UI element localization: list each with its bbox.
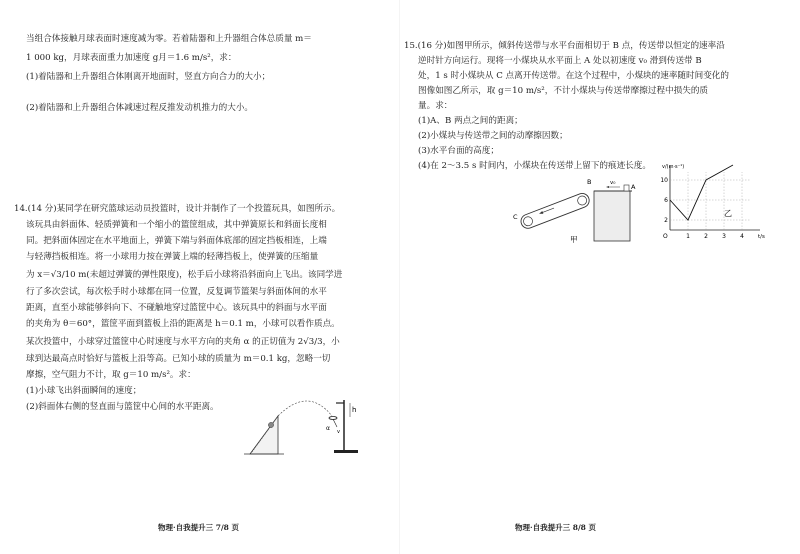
platform	[594, 191, 630, 241]
cont-q1: (1)着陆器和上升器组合体刚离开地面时，竖直方向合力的大小；	[26, 72, 271, 82]
graph-xtick-label: 1	[686, 233, 690, 240]
right-footer: 物理·自我提升三 8/8 页	[515, 523, 597, 532]
left-footer: 物理·自我提升三 7/8 页	[158, 523, 240, 532]
q14-line-1: 14.(14 分)某同学在研究篮球运动员投篮时，设计并制作了一个投篮玩具，如图所示。	[14, 204, 341, 214]
fig-yi-graph	[648, 160, 768, 250]
q15-line-1: 15.(16 分)如图甲所示，倾斜传送带与水平台面相切于 B 点，传送带以恒定的速率沿	[404, 41, 725, 51]
trajectory	[278, 401, 332, 416]
cont-q2: (2)着陆器和上升器组合体减速过程反推发动机推力的大小。	[26, 103, 254, 113]
label-C: C	[513, 213, 518, 221]
q14-sub-2: (2)斜面体右侧的竖直面与篮筐中心间的水平距离。	[26, 402, 219, 412]
fig-jia	[510, 174, 650, 246]
label-h: h	[352, 406, 357, 414]
cont-line-1: 当组合体接触月球表面时速度减为零。若着陆器和上升器组合体总质量 m＝	[26, 34, 312, 44]
q15-line-2: 逆时针方向运行。现将一小煤块从水平面上 A 处以初速度 v₀ 滑到传送带 B	[418, 56, 702, 66]
fig-yi-label: 乙	[724, 209, 732, 218]
graph-ytick-label: 6	[664, 197, 668, 204]
q14-line-8: 的夹角为 θ＝60°，篮筐平面到篮板上沿的距离是 h＝0.1 m，小球可以看作质点。	[26, 319, 340, 329]
q15-sub-3: (3)水平台面的高度；	[418, 146, 499, 156]
ball-on-slope	[268, 422, 273, 427]
graph-xtick-label: 2	[704, 233, 708, 240]
graph-origin-label: O	[663, 233, 668, 240]
q14-line-2: 该玩具由斜面体、轻质弹簧和一个缩小的篮筐组成，其中弹簧原长和斜面长度相	[26, 220, 327, 230]
q14-line-11: 摩擦，空气阻力不计，取 g＝10 m/s²。求：	[26, 370, 196, 380]
slope-body	[250, 416, 278, 454]
q14-sub-1: (1)小球飞出斜面瞬间的速度；	[26, 386, 142, 396]
label-alpha: α	[326, 425, 330, 432]
q14-line-6: 行了多次尝试，每次松手时小球都在同一位置，反复调节篮架与斜面体间的水平	[26, 287, 327, 297]
fig-jia-label: 甲	[570, 235, 578, 244]
q14-line-7: 距离，直至小球能够斜向下、不碰触地穿过篮筐中心。该玩具中的斜面与水平面	[26, 303, 327, 313]
graph-xlabel: t/s	[758, 234, 765, 240]
q14-line-10: 球到达最高点时恰好与篮板上沿等高。已知小球的质量为 m＝0.1 kg，忽略一切	[26, 354, 331, 364]
q14-line-4: 与轻薄挡板相连。将一小球用力按在弹簧上端的轻薄挡板上，使弹簧的压缩量	[26, 252, 319, 262]
graph-ytick-label: 2	[664, 217, 668, 224]
graph-ytick-label: 10	[660, 177, 668, 184]
q15-sub-2: (2)小煤块与传送带之间的动摩擦因数；	[418, 131, 568, 141]
q14-figure	[240, 392, 380, 466]
q15-sub-4: (4)在 2～3.5 s 时间内，小煤块在传送带上留下的痕迹长度。	[418, 161, 651, 171]
page-divider	[399, 0, 400, 554]
label-A: A	[631, 183, 636, 191]
graph-xtick-label: 4	[740, 233, 744, 240]
graph-xtick-label: 3	[722, 233, 726, 240]
q14-line-5: 为 x＝√3/10 m(未超过弹簧的弹性限度)，松手后小球将沿斜面向上飞出。该同学进	[26, 270, 343, 280]
q14-line-9: 某次投篮中，小球穿过篮筐中心时速度与水平方向的夹角 α 的正切值为 2√3/3，小	[26, 337, 340, 347]
q14-line-3: 同。把斜面体固定在水平地面上，弹簧下端与斜面体底部的固定挡板相连，上端	[26, 236, 327, 246]
graph-ylabel: v/(m·s⁻¹)	[662, 164, 685, 170]
label-v0: v₀	[610, 180, 616, 186]
q15-line-5: 量。求：	[418, 101, 453, 111]
conveyor-belt	[519, 191, 591, 230]
q15-line-4: 图像如图乙所示，取 g＝10 m/s²，不计小煤块与传送带摩擦过程中损失的质	[418, 86, 709, 96]
q15-line-3: 处，1 s 时小煤块从 C 点离开传送带。在这个过程中，小煤块的速率随时间变化的	[418, 71, 729, 81]
label-v: v	[337, 429, 340, 435]
label-B: B	[587, 178, 592, 186]
q15-sub-1: (1)A、B 两点之间的距离；	[418, 116, 523, 126]
cont-line-2: 1 000 kg，月球表面重力加速度 g月＝1.6 m/s²，求：	[26, 53, 237, 63]
